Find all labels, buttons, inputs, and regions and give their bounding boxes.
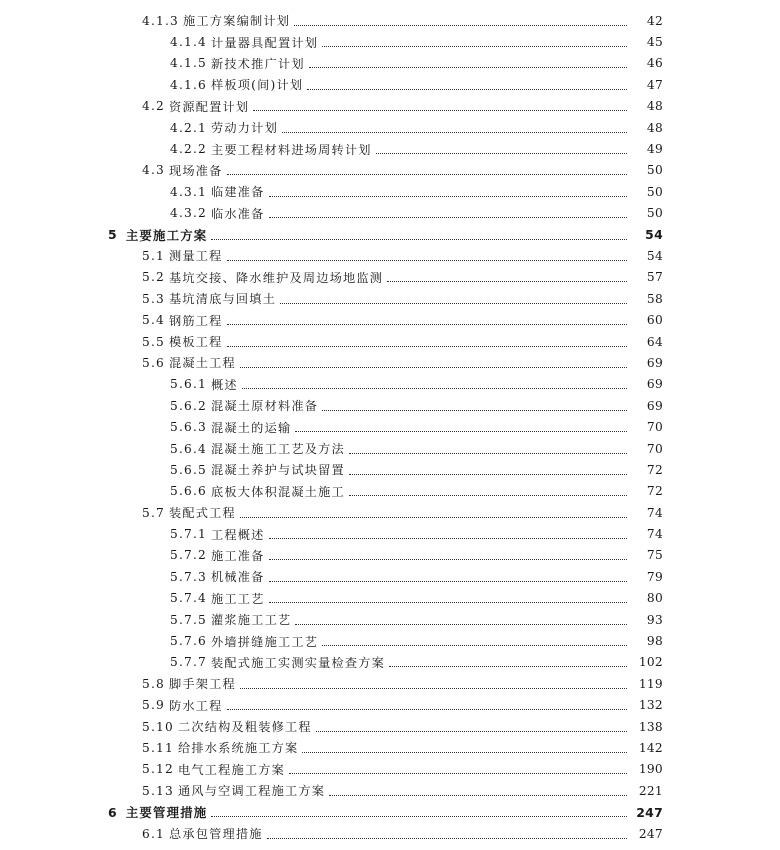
dot-leader (280, 302, 627, 304)
toc-entry-page-number: 47 (646, 77, 663, 92)
toc-entry[interactable] (0, 160, 780, 181)
toc-entry-page-number: 190 (638, 762, 663, 777)
toc-entry-title: 资源配置计划 (168, 99, 250, 114)
toc-entry-page-number: 70 (646, 420, 663, 435)
toc-entry-page-number: 70 (646, 441, 663, 456)
dot-leader (269, 601, 627, 603)
toc-entry-number: 5.6.5 (170, 462, 208, 477)
toc-entry-page-number: 132 (638, 698, 663, 713)
toc-entry-title: 模板工程 (168, 335, 223, 350)
toc-entry-number: 5.2 (142, 270, 165, 285)
toc-entry-number: 5.5 (142, 334, 165, 349)
toc-entry-page-number: 42 (646, 13, 663, 28)
toc-entry-number: 5.7.4 (170, 591, 208, 606)
toc-entry-number: 4.1.5 (170, 56, 208, 71)
toc-entry-number: 4.3 (142, 163, 165, 178)
toc-entry-page-number: 102 (638, 655, 663, 670)
toc-entry-page-number: 74 (646, 505, 663, 520)
toc-entry[interactable] (0, 203, 780, 224)
dot-leader (294, 24, 627, 26)
dot-leader (349, 452, 627, 454)
toc-entry-page-number: 48 (646, 99, 663, 114)
toc-entry-page-number: 50 (646, 163, 663, 178)
dot-leader (240, 366, 627, 368)
toc-entry[interactable] (0, 395, 780, 416)
toc-entry-number: 4.1.3 (142, 13, 180, 28)
dot-leader (267, 837, 627, 839)
toc-entry-number: 5.4 (142, 313, 165, 328)
dot-leader (302, 751, 627, 753)
toc-entry-number: 4.1.4 (170, 35, 208, 50)
dot-leader (240, 687, 627, 689)
toc-entry-number: 5.12 (142, 762, 174, 777)
toc-entry[interactable] (0, 352, 780, 373)
toc-entry[interactable] (0, 438, 780, 459)
dot-leader (309, 66, 627, 68)
toc-entry-title: 临建准备 (211, 185, 265, 200)
toc-entry[interactable] (0, 588, 780, 609)
toc-entry[interactable] (0, 673, 780, 694)
dot-leader (269, 537, 627, 539)
toc-entry[interactable] (0, 459, 780, 480)
toc-entry-page-number: 60 (646, 313, 663, 328)
toc-entry-page-number: 45 (646, 35, 663, 50)
toc-entry-title: 劳动力计划 (211, 121, 278, 136)
toc-entry-page-number: 221 (638, 783, 663, 798)
toc-entry[interactable] (0, 823, 780, 844)
dot-leader (269, 195, 627, 197)
toc-entry-page-number: 57 (646, 270, 663, 285)
toc-entry-title: 主要施工方案 (125, 227, 208, 243)
toc-entry-number: 5.6 (142, 355, 165, 370)
toc-entry[interactable] (0, 288, 780, 309)
toc-entry-title: 灌浆施工工艺 (211, 613, 292, 628)
toc-entry-number: 5.6.4 (170, 441, 208, 456)
toc-entry-page-number: 79 (646, 569, 663, 584)
toc-entry-page-number: 69 (646, 377, 663, 392)
dot-leader (211, 815, 627, 817)
toc-entry-title: 二次结构及粗装修工程 (177, 720, 312, 735)
dot-leader (227, 259, 627, 261)
toc-entry-title: 电气工程施工方案 (177, 762, 286, 777)
toc-entry-title: 混凝土养护与试块留置 (211, 463, 345, 478)
toc-entry-title: 装配式施工实测实量检查方案 (211, 655, 386, 670)
toc-entry-title: 底板大体积混凝土施工 (211, 484, 345, 499)
toc-entry-page-number: 69 (646, 398, 663, 413)
toc-entry[interactable] (0, 737, 780, 758)
toc-entry-title: 主要工程材料进场周转计划 (211, 142, 372, 157)
dot-leader (329, 794, 627, 796)
toc-entry[interactable] (0, 10, 780, 31)
toc-entry-title: 通风与空调工程施工方案 (177, 784, 326, 799)
toc-entry-number: 5.7 (142, 505, 165, 520)
toc-entry[interactable] (0, 31, 780, 52)
toc-entry-page-number: 69 (646, 355, 663, 370)
toc-entry-title: 钢筋工程 (168, 313, 223, 328)
dot-leader (349, 494, 627, 496)
toc-entry-page-number: 138 (638, 719, 663, 734)
toc-entry-number: 5.7.3 (170, 569, 208, 584)
toc-entry-number: 5.7.1 (170, 527, 208, 542)
toc-entry-page-number: 98 (646, 634, 663, 649)
toc-entry-title: 概述 (211, 377, 238, 392)
dot-leader (322, 45, 627, 47)
toc-entry-page-number: 72 (646, 462, 663, 477)
toc-entry-title: 脚手架工程 (168, 677, 236, 692)
toc-entry[interactable] (0, 96, 780, 117)
toc-entry-title: 混凝土施工工艺及方法 (211, 442, 345, 456)
toc-entry-number: 5.11 (142, 740, 174, 755)
toc-entry[interactable] (0, 652, 780, 673)
toc-entry[interactable] (0, 117, 780, 138)
toc-entry-number: 5 (108, 227, 118, 243)
toc-entry-number: 5.1 (142, 248, 165, 263)
toc-entry-page-number: 119 (638, 676, 663, 691)
dot-leader (322, 644, 627, 646)
toc-entry[interactable] (0, 801, 780, 822)
dot-leader (227, 323, 627, 325)
toc-entry[interactable] (0, 481, 780, 502)
toc-entry-number: 4.3.2 (170, 206, 208, 221)
dot-leader (307, 88, 627, 90)
dot-leader (295, 430, 627, 432)
dot-leader (227, 173, 627, 175)
dot-leader (269, 216, 627, 218)
toc-entry[interactable] (0, 416, 780, 437)
toc-entry[interactable] (0, 545, 780, 566)
dot-leader (322, 409, 627, 411)
dot-leader (316, 730, 627, 732)
toc-entry-number: 4.1.6 (170, 77, 208, 92)
toc-entry-page-number: 54 (646, 248, 663, 263)
toc-entry[interactable] (0, 630, 780, 651)
toc-entry-number: 6.1 (142, 826, 165, 841)
toc-entry-page-number: 142 (638, 740, 663, 755)
toc-entry-page-number: 93 (646, 612, 663, 627)
toc-entry-title: 施工工艺 (211, 591, 265, 606)
toc-entry-number: 5.3 (142, 291, 165, 306)
toc-entry-title: 临水准备 (211, 206, 265, 221)
toc-entry-page-number: 74 (646, 527, 663, 542)
toc-entry-title: 防水工程 (168, 698, 223, 713)
toc-entry-number: 5.6.1 (170, 377, 208, 392)
toc-entry-title: 样板项(间)计划 (211, 78, 304, 93)
toc-entry-number: 4.2.1 (170, 120, 208, 135)
toc-entry[interactable] (0, 245, 780, 266)
toc-entry[interactable] (0, 53, 780, 74)
toc-entry[interactable] (0, 74, 780, 95)
toc-entry-number: 6 (108, 804, 118, 820)
dot-leader (253, 109, 627, 111)
toc-entry-number: 4.2 (142, 99, 165, 114)
dot-leader (376, 152, 627, 154)
toc-entry-page-number: 48 (646, 120, 663, 135)
toc-entry-title: 新技术推广计划 (211, 56, 305, 71)
toc-entry-title: 测量工程 (168, 249, 223, 264)
toc-entry-number: 5.7.7 (170, 655, 208, 670)
toc-entry-page-number: 72 (646, 484, 663, 499)
toc-entry[interactable] (0, 138, 780, 159)
toc-entry-title: 主要管理措施 (125, 805, 208, 821)
toc-entry[interactable] (0, 759, 780, 780)
toc-entry[interactable] (0, 502, 780, 523)
toc-entry-page-number: 50 (646, 184, 663, 199)
toc-entry[interactable] (0, 224, 780, 245)
toc-entry-page-number: 54 (645, 227, 663, 243)
toc-entry-number: 5.6.6 (170, 484, 208, 499)
toc-entry-page-number: 64 (646, 334, 663, 349)
toc-entry-title: 施工方案编制计划 (183, 14, 291, 29)
toc-entry-number: 5.7.2 (170, 548, 208, 563)
toc-entry[interactable] (0, 523, 780, 544)
toc-entry-title: 总承包管理措施 (168, 827, 263, 842)
dot-leader (269, 558, 627, 560)
toc-entry-title: 现场准备 (168, 163, 223, 178)
toc-entry[interactable] (0, 331, 780, 352)
toc-entry-title: 基坑清底与回填土 (168, 292, 277, 307)
toc-entry-title: 混凝土工程 (168, 356, 236, 371)
toc-entry[interactable] (0, 374, 780, 395)
toc-entry-number: 5.10 (142, 719, 174, 734)
dot-leader (269, 580, 627, 582)
toc-entry[interactable] (0, 267, 780, 288)
toc-entry-page-number: 80 (646, 591, 663, 606)
toc-entry-number: 4.2.2 (170, 142, 208, 157)
toc-entry[interactable] (0, 181, 780, 202)
toc-entry-title: 混凝土原材料准备 (211, 399, 319, 414)
dot-leader (227, 345, 627, 347)
toc-entry-title: 混凝土的运输 (211, 420, 292, 435)
toc-entry[interactable] (0, 695, 780, 716)
toc-entry-number: 5.13 (142, 783, 174, 798)
dot-leader (389, 665, 627, 667)
toc-entry-number: 5.6.3 (170, 420, 208, 435)
toc-entry-title: 外墙拼缝施工工艺 (211, 634, 319, 649)
toc-entry[interactable] (0, 309, 780, 330)
toc-entry-page-number: 49 (646, 142, 663, 157)
toc-entry-title: 计量器具配置计划 (211, 35, 319, 50)
toc-entry-number: 5.6.2 (170, 398, 208, 413)
toc-entry-title: 机械准备 (211, 570, 265, 585)
dot-leader (282, 131, 627, 133)
toc-entry-title: 装配式工程 (168, 506, 236, 521)
toc-entry-title: 给排水系统施工方案 (177, 741, 299, 756)
toc-entry-page-number: 46 (646, 56, 663, 71)
toc-entry-number: 5.8 (142, 676, 165, 691)
dot-leader (349, 473, 627, 475)
toc-entry[interactable] (0, 566, 780, 587)
dot-leader (227, 708, 627, 710)
toc-entry-page-number: 247 (638, 826, 663, 841)
dot-leader (240, 516, 627, 518)
toc-entry-page-number: 247 (636, 804, 663, 820)
toc-entry-title: 工程概述 (211, 527, 265, 542)
toc-entry-number: 5.7.5 (170, 612, 208, 627)
toc-entry-page-number: 50 (646, 206, 663, 221)
toc-entry-page-number: 75 (646, 548, 663, 563)
dot-leader (242, 387, 627, 389)
dot-leader (211, 238, 627, 240)
toc-entry-number: 5.9 (142, 698, 165, 713)
toc-entry-number: 4.3.1 (170, 184, 208, 199)
toc-entry-number: 5.7.6 (170, 634, 208, 649)
toc-entry-title: 基坑交接、降水维护及周边场地监测 (168, 270, 384, 285)
toc-entry[interactable] (0, 716, 780, 737)
table-of-contents (0, 10, 780, 844)
dot-leader (295, 623, 627, 625)
toc-entry-page-number: 58 (646, 291, 663, 306)
dot-leader (387, 280, 627, 282)
dot-leader (289, 772, 627, 774)
toc-entry-title: 施工准备 (211, 548, 265, 563)
toc-entry[interactable] (0, 780, 780, 801)
toc-entry[interactable] (0, 609, 780, 630)
